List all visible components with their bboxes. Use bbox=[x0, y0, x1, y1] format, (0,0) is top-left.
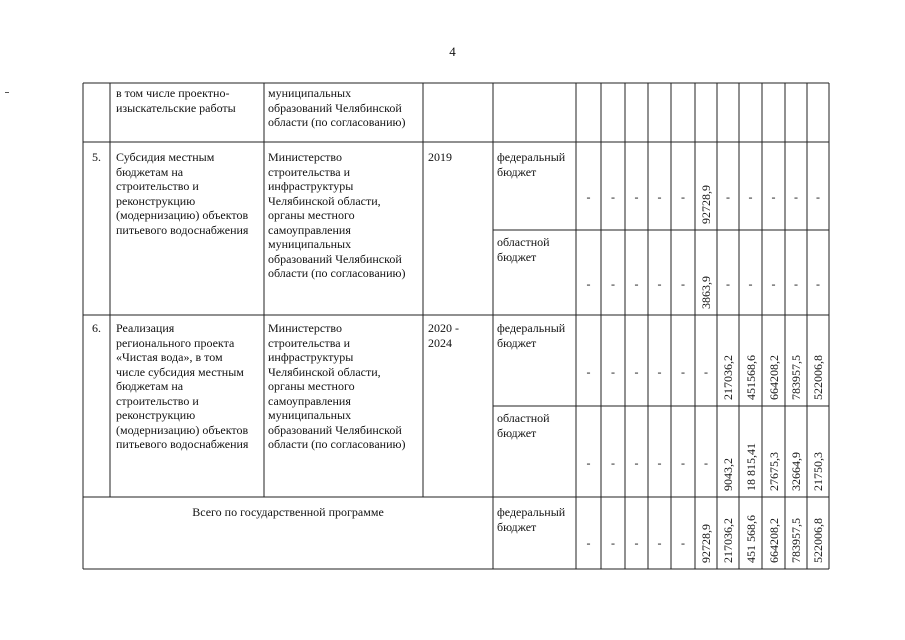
value-cell: 217036,2 bbox=[721, 355, 735, 400]
value-cell: - bbox=[611, 190, 615, 205]
value-cell: - bbox=[586, 455, 591, 470]
row5-federal-source: федеральный бюджет bbox=[497, 150, 566, 179]
value-cell: - bbox=[681, 276, 685, 291]
value-cell: - bbox=[704, 364, 708, 379]
value-cell: - bbox=[657, 455, 662, 470]
value-cell: - bbox=[657, 190, 662, 205]
value-cell: - bbox=[681, 455, 685, 470]
value-cell: 9043,2 bbox=[721, 458, 735, 491]
value-cell: - bbox=[704, 455, 708, 470]
value-cell: 451 568,6 bbox=[743, 515, 758, 563]
value-cell: 32664,9 bbox=[789, 452, 803, 491]
value-cell: - bbox=[681, 190, 685, 205]
margin-mark bbox=[5, 92, 9, 93]
cont-executor-cell: муниципальных образований Челябинской области (по согласованию) bbox=[268, 86, 406, 129]
row6-regional-source: областной бюджет bbox=[497, 411, 550, 440]
value-cell: - bbox=[657, 364, 662, 379]
page-number: 4 bbox=[449, 44, 456, 59]
value-cell: 783957,5 bbox=[789, 355, 803, 400]
row5-executor-cell: Министерство строительства и инфраструктуры Челябинской области, органы местного самоуправления муниципальных образований Челябинской области (по согласованию) bbox=[268, 150, 406, 280]
value-cell: - bbox=[586, 190, 591, 205]
value-cell: - bbox=[586, 276, 591, 291]
row5-period-cell: 2019 bbox=[428, 150, 452, 164]
value-cell: - bbox=[681, 364, 685, 379]
value-cell: - bbox=[586, 536, 591, 551]
value-cell: - bbox=[748, 190, 753, 205]
row6-executor-cell: Министерство строительства и инфраструктуры Челябинской области, органы местного самоуправления муниципальных образований Челябинской области (по согласованию) bbox=[268, 321, 406, 451]
value-cell: - bbox=[634, 276, 639, 291]
value-cell: - bbox=[586, 364, 591, 379]
value-cell: 783957,5 bbox=[789, 518, 803, 563]
value-cell: 3863,9 bbox=[699, 276, 713, 309]
row5-number: 5. bbox=[92, 150, 101, 164]
value-cell: - bbox=[611, 276, 615, 291]
value-cell: 92728,9 bbox=[699, 524, 713, 563]
value-cell: - bbox=[634, 364, 639, 379]
value-cell: 27675,3 bbox=[766, 452, 781, 491]
cont-name-cell: в том числе проектно- изыскательские работы bbox=[116, 86, 236, 115]
value-cell: - bbox=[726, 276, 730, 291]
value-cell: - bbox=[611, 455, 615, 470]
value-cell: - bbox=[726, 190, 730, 205]
total-federal-source: федеральный бюджет bbox=[497, 505, 566, 534]
value-cell: - bbox=[816, 276, 820, 291]
value-cell: - bbox=[771, 190, 776, 205]
value-cell: - bbox=[794, 276, 798, 291]
total-label: Всего по государственной программе bbox=[192, 505, 384, 519]
value-cell: 21750,3 bbox=[811, 452, 825, 491]
value-cell: 522006,8 bbox=[811, 518, 825, 563]
value-cell: - bbox=[634, 536, 639, 551]
value-cell: - bbox=[681, 536, 685, 551]
value-cell: - bbox=[657, 536, 662, 551]
value-cell: 664208,2 bbox=[766, 355, 781, 400]
value-cell: - bbox=[748, 276, 753, 291]
row6-number: 6. bbox=[92, 321, 101, 335]
value-cell: - bbox=[634, 455, 639, 470]
value-cell: - bbox=[611, 536, 615, 551]
value-cell: 451568,6 bbox=[743, 355, 758, 400]
value-cell: - bbox=[816, 190, 820, 205]
value-cell: 92728,9 bbox=[699, 185, 713, 224]
value-cell: - bbox=[794, 190, 798, 205]
value-cell: 217036,2 bbox=[721, 518, 735, 563]
row6-period-cell: 2020 - 2024 bbox=[428, 321, 459, 350]
value-cell: - bbox=[657, 276, 662, 291]
value-cell: 18 815,41 bbox=[743, 443, 758, 491]
row5-regional-source: областной бюджет bbox=[497, 235, 550, 264]
value-cell: 664208,2 bbox=[766, 518, 781, 563]
row5-name-cell: Субсидия местным бюджетам на строительство и реконструкцию (модернизацию) объектов питьевого водоснабжения bbox=[116, 150, 249, 237]
value-cell: - bbox=[771, 276, 776, 291]
row6-federal-source: федеральный бюджет bbox=[497, 321, 566, 350]
value-cell: - bbox=[611, 364, 615, 379]
value-cell: - bbox=[634, 190, 639, 205]
value-cell: 522006,8 bbox=[811, 355, 825, 400]
row6-name-cell: Реализация регионального проекта «Чистая вода», в том числе субсидия местным бюджетам на строительство и реконструкцию (модернизацию) объектов питьевого водоснабжения bbox=[116, 321, 249, 451]
